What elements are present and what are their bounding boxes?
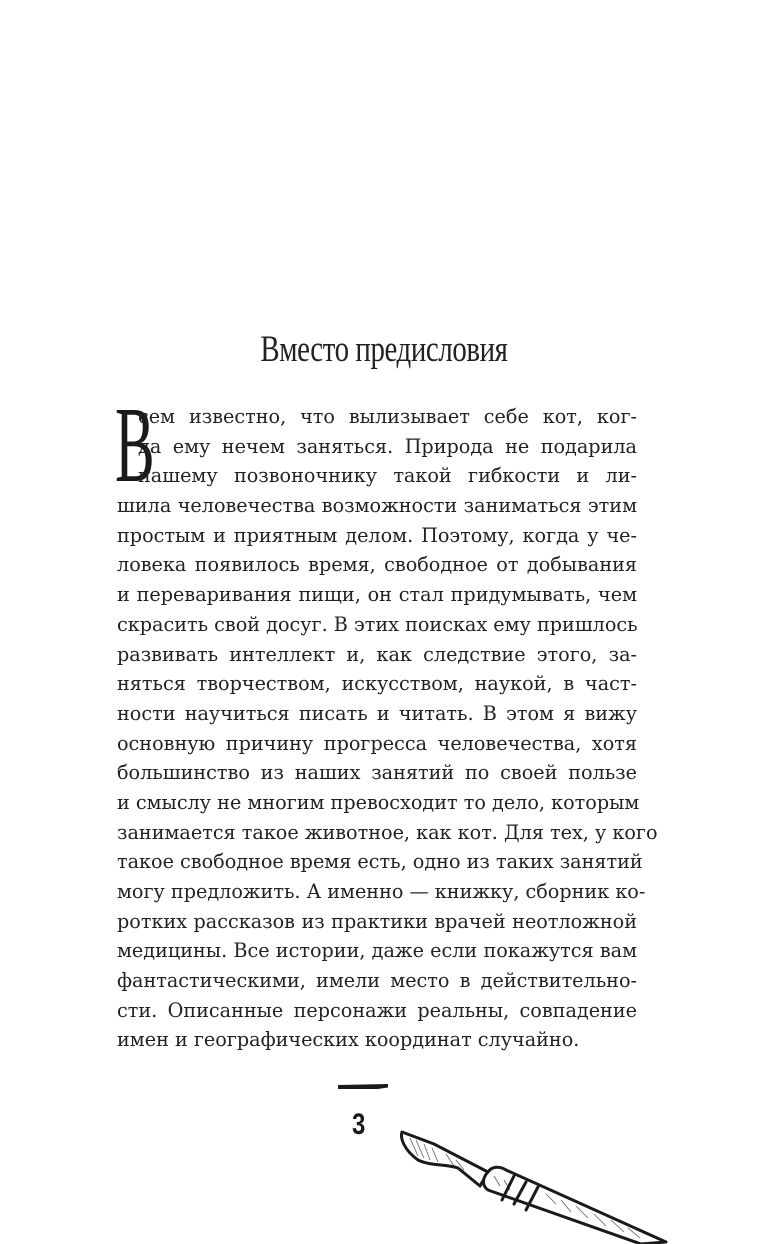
text-line: шила человечества возможности заниматься этим [117,494,637,518]
text-line: ности научиться писать и читать. В этом я вижу [117,701,637,725]
text-line: основную причину прогресса человечества, хотя [117,731,637,755]
text-line: могу предложить. А именно — книжку, сборник ко- [117,880,646,903]
text-line: простым и приятным делом. Поэтому, когда у че- [117,523,637,547]
text-line: ротких рассказов из практики врачей неотложной [117,909,637,933]
text-line: скрасить свой досуг. В этих поисках ему пришлось [117,612,638,636]
text-line: развивать интеллект и, как следствие этого, за- [117,642,637,666]
text-line: занимается такое животное, как кот. Для тех, у кого [117,820,658,844]
text-line: фантастическими, имели место в действительно- [117,969,637,993]
scalpel-icon [396,1124,696,1244]
body-text [115,386,658,1055]
text-line: няться творчеством, искусством, наукой, в част- [117,672,637,696]
text-line: и переваривания пищи, он стал придумывать, чем [117,583,637,607]
page-number-rule [338,1084,388,1089]
page-number: 3 [352,1108,366,1141]
text-line: нашему позвоночнику такой гибкости и ли- [138,464,637,488]
drop-cap: В [115,386,155,505]
text-line: такое свободное время есть, одно из таких занятий [117,850,643,874]
text-line: большинство из наших занятий по своей пользе [117,761,637,785]
text-line: да ему нечем заняться. Природа не подарила [138,434,637,458]
text-line: медицины. Все истории, даже если покажутся вам [117,939,637,963]
text-line: ловека появилось время, свободное от добывания [117,553,637,577]
text-line: сти. Описанные персонажи реальны, совпадение [117,998,637,1022]
text-line: и смыслу не многим превосходит то дело, которым [117,790,640,814]
chapter-title: Вместо предисловия [260,329,508,370]
text-line: сем известно, что вылизывает себе кот, ког- [138,405,637,428]
text-line: имен и географических координат случайно. [117,1028,580,1052]
